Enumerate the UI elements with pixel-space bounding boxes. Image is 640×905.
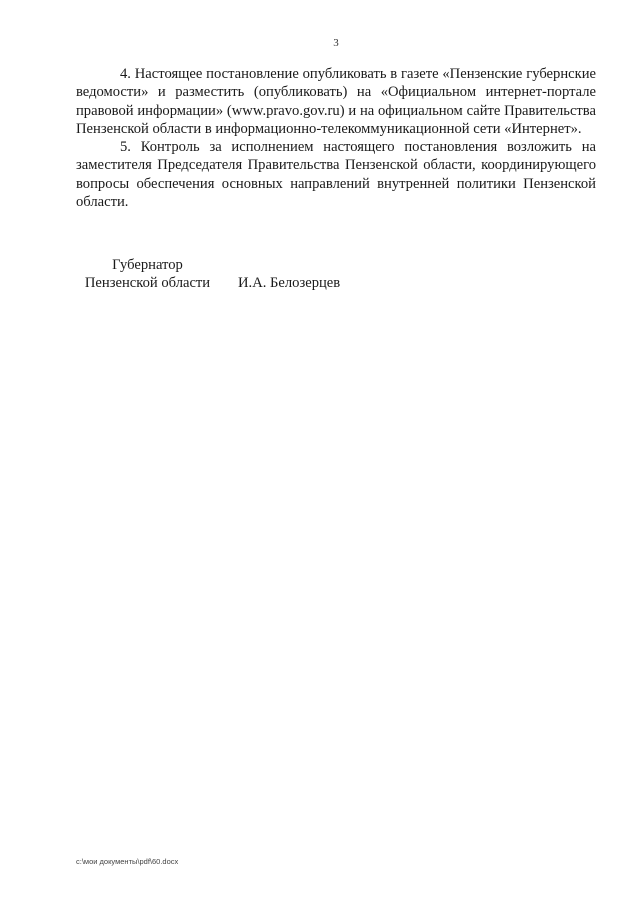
signatory-region: Пензенской области [84, 275, 211, 292]
signatory-position: Губернатор [112, 257, 183, 273]
paragraph-5-control: 5. Контроль за исполнением настоящего постановления возложить на заместителя Председателя Правительства Пензенской области, координирующего вопросы обеспечения основных направлений внутренней политики Пензенской области. [76, 139, 596, 211]
footer-file-path: c:\мои документы\pdf\60.docx [76, 857, 179, 866]
document-body [76, 65, 596, 211]
signatory-title [80, 256, 215, 293]
paragraph-4-publication: 4. Настоящее постановление опубликовать в газете «Пензенские губернские ведомости» и разместить (опубликовать) на «Официальном интернет-портале правовой информации» (www.pravo.gov.ru) и на официальном сайте Правительства Пензенской области в информационно-телекоммуникационной сети «Интернет». [76, 66, 596, 137]
page-number: 3 [333, 37, 339, 49]
signatory-name: И.А. Белозерцев [238, 275, 341, 291]
